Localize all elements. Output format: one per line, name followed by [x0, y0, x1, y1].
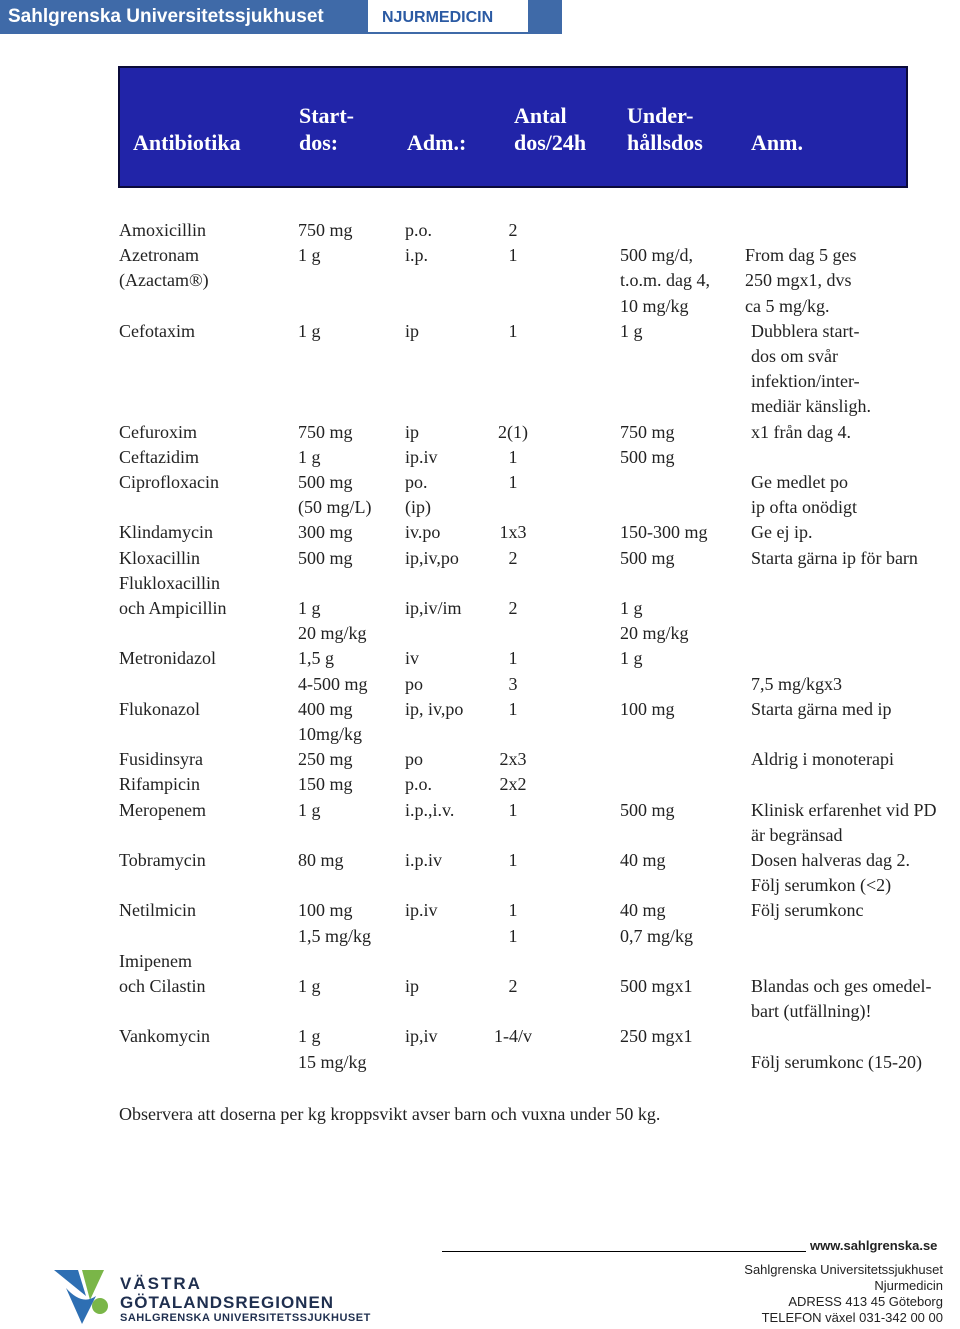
cell-c2: 1 g — [298, 976, 321, 996]
cell-c6: Dubblera start- — [751, 320, 860, 341]
cell-c4: 2x2 — [499, 774, 527, 795]
table-row — [0, 697, 960, 722]
cell-c2: 500 mg — [298, 472, 353, 492]
cell-c1: Azetronam — [119, 245, 199, 266]
cell-c1: Netilmicin — [119, 900, 196, 921]
logo-text-line2: GÖTALANDSREGIONEN — [120, 1293, 335, 1312]
cell-c5: t.o.m. dag 4, — [620, 270, 710, 291]
cell-c6: Aldrig i monoterapi — [751, 749, 894, 770]
cell-c4: 1 — [508, 320, 518, 341]
cell-c5: 500 mg — [620, 799, 675, 820]
cell-c6: x1 från dag 4. — [751, 421, 851, 442]
cell-c1: Fusidinsyra — [119, 749, 204, 770]
cell-c4: 2 — [508, 220, 518, 240]
cell-c3: ip, iv,po — [405, 698, 464, 719]
table-row — [0, 470, 960, 495]
cell-c3: i.p.,i.v. — [405, 799, 455, 820]
cell-c3: ip,iv — [405, 1026, 438, 1047]
cell-c4: 1 — [508, 698, 518, 719]
table-row — [0, 722, 960, 747]
table-row — [0, 394, 960, 419]
header-underhallsdos: Under- hållsdos — [627, 103, 703, 155]
table-row — [0, 1024, 960, 1049]
cell-c5: 1 g — [620, 320, 643, 341]
table-row — [0, 546, 960, 571]
banner-end-block — [528, 0, 562, 34]
cell-c5: 40 mg — [620, 850, 666, 870]
cell-c2: 300 mg — [298, 522, 353, 543]
cell-c2: 750 mg — [298, 220, 353, 240]
logo-text-line1: VÄSTRA — [120, 1274, 202, 1293]
cell-c4: 2x3 — [499, 749, 527, 770]
cell-c1: Amoxicillin — [119, 220, 206, 240]
cell-c1: Vankomycin — [119, 1026, 210, 1047]
cell-c4: 1 — [508, 900, 518, 921]
cell-c3: i.p.iv — [405, 850, 443, 870]
table-row — [0, 218, 960, 243]
header-antal: Antal dos/24h — [514, 103, 587, 155]
table-row — [0, 294, 960, 319]
table-row — [0, 949, 960, 974]
table-row — [0, 268, 960, 293]
cell-c3: po. — [405, 472, 428, 492]
organization-name: Sahlgrenska Universitetssjukhuset — [0, 0, 368, 34]
footnote: Observera att doserna per kg kroppsvikt avser barn och vuxna under 50 kg. — [119, 1104, 661, 1124]
cell-c6: dos om svår — [751, 346, 838, 366]
cell-c6: Klinisk erfarenhet vid PD — [751, 799, 937, 820]
table-row — [0, 596, 960, 621]
cell-c2: 1 g — [298, 799, 321, 820]
address-line: Njurmedicin — [874, 1278, 943, 1293]
cell-c4: 2 — [508, 976, 518, 996]
cell-c3: ip — [405, 976, 420, 996]
cell-c5: 10 mg/kg — [620, 295, 689, 316]
table-row — [0, 420, 960, 445]
table-row — [0, 243, 960, 268]
cell-c6: Starta gärna ip för barn — [751, 547, 918, 568]
cell-c5: 500 mg — [620, 446, 675, 467]
table-row — [0, 823, 960, 848]
cell-c2: 500 mg — [298, 547, 353, 568]
table-row — [0, 898, 960, 923]
cell-c4: 1 — [508, 799, 518, 820]
table-row — [0, 495, 960, 520]
cell-c4: 3 — [508, 673, 518, 694]
cell-c1: Klindamycin — [119, 522, 213, 543]
cell-c6: 250 mgx1, dvs — [745, 270, 852, 291]
table-row — [0, 873, 960, 898]
cell-c2: 10mg/kg — [298, 724, 363, 744]
table-row — [0, 445, 960, 470]
address-line: ADRESS 413 45 Göteborg — [788, 1294, 943, 1309]
cell-c2: 1 g — [298, 598, 321, 618]
table-row — [0, 344, 960, 369]
cell-c6: Dosen halveras dag 2. — [751, 850, 910, 870]
cell-c5: 1 g — [620, 648, 643, 669]
cell-c1: Imipenem — [119, 950, 192, 971]
header-antibiotika: Antibiotika — [133, 130, 241, 155]
header-anm: Anm. — [751, 130, 803, 155]
cell-c2: 1 g — [298, 446, 321, 467]
cell-c6: 7,5 mg/kgx3 — [751, 673, 843, 694]
cell-c4: 2 — [508, 547, 518, 568]
table-row — [0, 520, 960, 545]
cell-c1: Kloxacillin — [119, 547, 200, 568]
cell-c6: Följ serumkonc (15-20) — [751, 1051, 922, 1072]
cell-c6: Följ serumkonc — [751, 900, 864, 921]
cell-c6: mediär känsligh. — [751, 396, 871, 417]
cell-c4: 2(1) — [498, 421, 528, 442]
cell-c3: p.o. — [405, 774, 432, 795]
cell-c2: 400 mg — [298, 698, 353, 719]
cell-c2: 1,5 mg/kg — [298, 925, 372, 946]
table-row — [0, 999, 960, 1024]
table-row — [0, 319, 960, 344]
table-row — [0, 369, 960, 394]
cell-c1: Rifampicin — [119, 774, 200, 795]
cell-c4: 1-4/v — [494, 1026, 532, 1047]
vgr-logo — [52, 1266, 382, 1326]
vgr-logo-mark-icon — [52, 1266, 116, 1326]
cell-c1: Ceftazidim — [119, 446, 199, 467]
cell-c5: 500 mg — [620, 547, 675, 568]
cell-c2: 4-500 mg — [298, 673, 368, 694]
cell-c5: 40 mg — [620, 900, 666, 921]
table-row — [0, 848, 960, 873]
cell-c1: Flukonazol — [119, 698, 200, 719]
cell-c3: iv — [405, 648, 420, 669]
cell-c2: 150 mg — [298, 774, 353, 795]
table-row — [0, 672, 960, 697]
table-row — [0, 1050, 960, 1075]
cell-c2: 15 mg/kg — [298, 1051, 367, 1072]
cell-c2: 1 g — [298, 1026, 321, 1047]
cell-c1: (Azactam®) — [119, 270, 209, 291]
cell-c3: (ip) — [405, 497, 431, 518]
cell-c6: Starta gärna med ip — [751, 698, 892, 719]
cell-c6: Följ serumkon (<2) — [751, 875, 892, 896]
header-adm: Adm.: — [407, 130, 467, 155]
cell-c3: ip — [405, 320, 420, 341]
cell-c5: 500 mg/d, — [620, 245, 694, 266]
cell-c1: Tobramycin — [119, 850, 206, 870]
cell-c3: ip.iv — [405, 446, 438, 467]
cell-c2: 1 g — [298, 245, 321, 266]
address-line: Sahlgrenska Universitetssjukhuset — [744, 1262, 943, 1277]
cell-c2: 20 mg/kg — [298, 623, 367, 644]
table-header — [118, 66, 908, 188]
cell-c1: Meropenem — [119, 799, 206, 820]
cell-c6: Ge ej ip. — [751, 522, 813, 543]
cell-c6: ca 5 mg/kg. — [745, 295, 830, 316]
cell-c1: och Cilastin — [119, 976, 206, 996]
cell-c6: ip ofta onödigt — [751, 497, 857, 518]
cell-c5: 250 mgx1 — [620, 1026, 693, 1047]
cell-c5: 0,7 mg/kg — [620, 925, 694, 946]
cell-c1: Cefuroxim — [119, 421, 197, 442]
cell-c6: Ge medlet po — [751, 472, 848, 492]
footer-rule — [442, 1251, 806, 1252]
cell-c6: From dag 5 ges — [745, 245, 857, 266]
address-line: TELEFON växel 031-342 00 00 — [761, 1310, 943, 1325]
cell-c4: 1 — [508, 925, 518, 946]
top-banner — [0, 0, 562, 34]
department-name: NJURMEDICIN — [368, 0, 528, 34]
table-row — [0, 646, 960, 671]
cell-c4: 2 — [508, 598, 518, 618]
cell-c1: Metronidazol — [119, 648, 216, 669]
cell-c3: i.p. — [405, 245, 429, 266]
header-startdos: Start- dos: — [299, 103, 354, 155]
cell-c5: 150-300 mg — [620, 522, 708, 543]
table-row — [0, 798, 960, 823]
cell-c2: 100 mg — [298, 900, 353, 921]
footer-address — [744, 1262, 943, 1326]
cell-c1: Flukloxacillin — [119, 572, 220, 593]
cell-c2: 1 g — [298, 320, 321, 341]
cell-c3: p.o. — [405, 220, 432, 240]
cell-c5: 20 mg/kg — [620, 623, 689, 644]
cell-c2: 1,5 g — [298, 648, 334, 669]
cell-c3: iv.po — [405, 522, 441, 543]
cell-c4: 1 — [508, 472, 518, 492]
cell-c5: 750 mg — [620, 421, 675, 442]
cell-c5: 100 mg — [620, 698, 675, 719]
cell-c1: Ciprofloxacin — [119, 472, 219, 492]
cell-c4: 1 — [508, 245, 518, 266]
cell-c4: 1 — [508, 446, 518, 467]
table-row — [0, 772, 960, 797]
cell-c5: 500 mgx1 — [620, 976, 693, 996]
cell-c5: 1 g — [620, 598, 643, 618]
cell-c2: 750 mg — [298, 421, 353, 442]
cell-c2: (50 mg/L) — [298, 497, 372, 518]
cell-c3: ip.iv — [405, 900, 438, 921]
website-link[interactable]: www.sahlgrenska.se — [810, 1238, 938, 1253]
table-row — [0, 571, 960, 596]
cell-c6: Blandas och ges omedel- — [751, 976, 932, 996]
cell-c3: ip,iv,po — [405, 547, 459, 568]
cell-c1: och Ampicillin — [119, 598, 227, 618]
cell-c1: Cefotaxim — [119, 320, 195, 341]
cell-c3: ip — [405, 421, 420, 442]
cell-c4: 1 — [508, 648, 518, 669]
cell-c2: 80 mg — [298, 850, 344, 870]
table-row — [0, 974, 960, 999]
cell-c2: 250 mg — [298, 749, 353, 770]
cell-c4: 1 — [508, 850, 518, 870]
cell-c3: po — [405, 749, 423, 770]
cell-c6: infektion/inter- — [751, 371, 860, 392]
table-row — [0, 747, 960, 772]
table-row — [0, 924, 960, 949]
cell-c6: bart (utfällning)! — [751, 1001, 872, 1022]
cell-c3: ip,iv/im — [405, 598, 462, 618]
cell-c4: 1x3 — [499, 522, 527, 543]
logo-text-line3: SAHLGRENSKA UNIVERSITETSSJUKHUSET — [120, 1312, 371, 1324]
cell-c3: po — [405, 673, 423, 694]
table-row — [0, 621, 960, 646]
cell-c6: är begränsad — [751, 824, 843, 845]
